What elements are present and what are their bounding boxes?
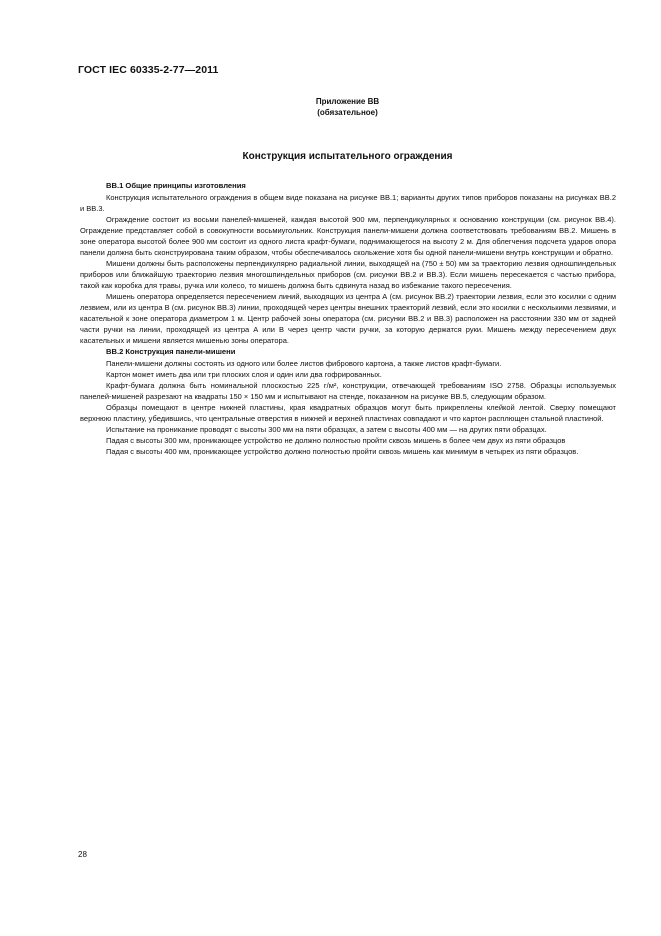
paragraph: Крафт-бумага должна быть номинальной плоскостью 225 г/м², конструкции, отвечающей требованиям ISO 2758. Образцы используемых панелей-мишеней разрезают на квадраты 150 × 150 мм и испытывают на стенде, показанном на рисунке ВВ.5, следующим образом. [80,381,616,401]
paragraph: Ограждение состоит из восьми панелей-мишеней, каждая высотой 900 мм, перпендикулярных к основанию конструкции (см. рисунок ВВ.4). Ограждение представляет собой в совокупности восьмиугольник. Конструкция панели-мишени должна соответствовать требованиям ВВ.2. Мишень в зоне оператора высотой более 900 мм состоит из одного листа крафт-бумаги, поднимающегося на высоту 2 м. Для облегчения подсчета ударов опора панели должна быть сконструирована таким образом, чтобы обеспечивалось скольжение хотя бы одной панели-мишени внутрь конструкции и обратно. [80,215,616,257]
paragraph: Падая с высоты 300 мм, проникающее устройство не должно полностью пройти сквозь мишень в более чем двух из пяти образцов [106,436,566,445]
paragraph: Испытание на проникание проводят с высоты 300 мм на пяти образцах, а затем с высоты 400 мм — на других пяти образцах. [106,425,547,434]
paragraph: Конструкция испытательного ограждения в общем виде показана на рисунке ВВ.1; варианты других типов приборов показаны на рисунках ВВ.2 и ВВ.3. [80,193,616,213]
document-body [80,180,616,457]
document-title: Конструкция испытательного ограждения [242,151,453,162]
annex-title: Приложение ВВ [315,97,380,106]
paragraph: Падая с высоты 400 мм, проникающее устройство должно полностью пройти сквозь мишень как минимум в четырех из пяти образцов. [106,447,579,456]
paragraph: Образцы помещают в центре нижней пластины, края квадратных образцов могут быть прикреплены клейкой лентой. Сверху помещают верхнюю пластину, убедившись, что центральные отверстия в нижней и верхней пластинах совпадают и что картон расплющен стальной пластиной. [80,403,616,423]
paragraph: Мишени должны быть расположены перпендикулярно радиальной линии, выходящей на (750 ± 50) мм за траекторию лезвия одношпиндельных приборов или ближайшую траекторию лезвия многошпиндельных приборов (см. рисунки ВВ.2 и ВВ.3). Если мишень пересекается с частью прибора, такой как коробка для травы, ручка или колесо, то мишень должна быть сдвинута назад во избежание такого пересечения. [80,259,616,290]
paragraph: Панели-мишени должны состоять из одного или более листов фибрового картона, а также листов крафт-бумаги. [106,359,502,368]
paragraph: Мишень оператора определяется пересечением линий, выходящих из центра А (см. рисунок ВВ.2) траектории лезвия, если это косилки с одним лезвием, или из центра В (см. рисунок ВВ.3) линии, проходящей через центры внешних траекторий лезвий, если это косилки с несколькими лезвиями, и касательной к зоне оператора диаметром 1 м. Центр рабочей зоны оператора (см. рисунки ВВ.2 и ВВ.3) расположен на расстоянии 330 мм от задней части ручки на линии, проходящей из центра А или В через центр части ручки, за которую держатся руки. Мишень между пересечением двух касательных и мишени является мишенью зоны оператора. [80,292,616,345]
annex-status: (обязательное) [317,108,378,117]
paragraph: Картон может иметь два или три плоских слоя и один или два гофрированных. [106,370,382,379]
standard-code: ГОСТ IEC 60335-2-77—2011 [78,64,219,76]
annex-heading [78,96,617,118]
section-heading: ВВ.1 Общие принципы изготовления [106,181,246,190]
page-number: 28 [78,850,87,859]
section-heading: ВВ.2 Конструкция панели-мишени [106,347,236,356]
